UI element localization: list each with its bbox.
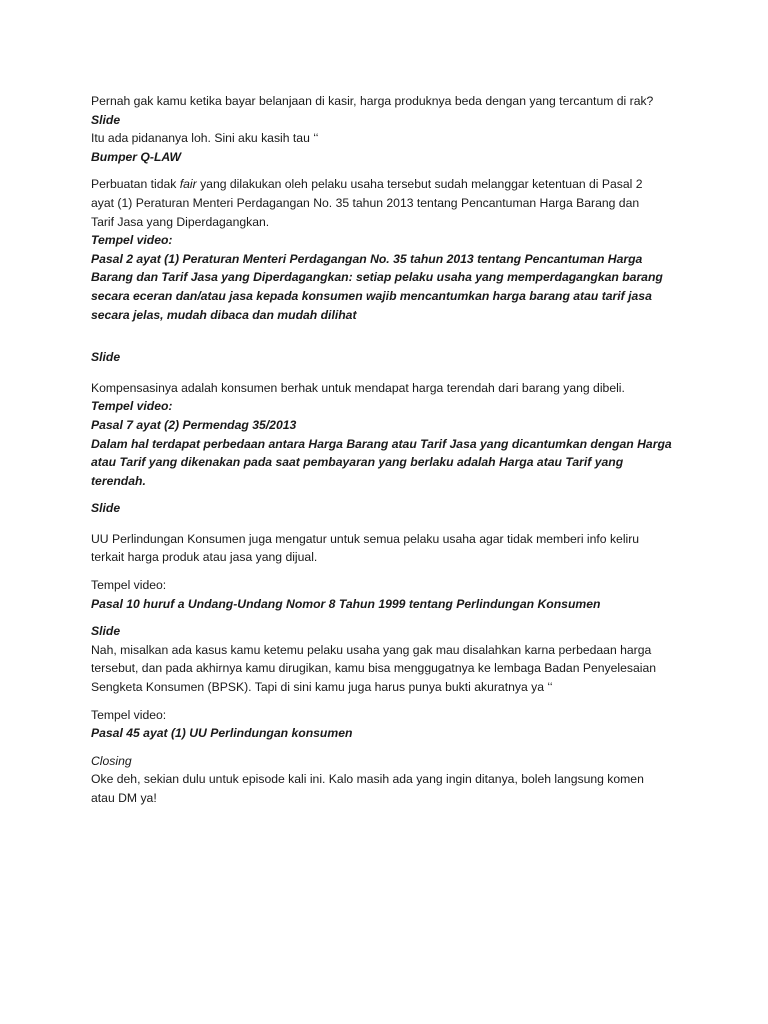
paragraph-line: Kompensasinya adalah konsumen berhak untuk mendapat harga terendah dari barang yang dibeli.	[91, 380, 625, 395]
paragraph-text: yang dilakukan oleh pelaku usaha tersebut sudah melanggar ketentuan di Pasal 2	[196, 177, 643, 192]
paragraph-text: Perbuatan tidak	[91, 177, 180, 192]
citation: Pasal 45 ayat (1) UU Perlindungan konsumen	[91, 726, 353, 741]
fair-word: fair	[179, 177, 197, 192]
quote-line: secara jelas, mudah dibaca dan mudah dilihat	[91, 307, 357, 322]
citation: Pasal 10 huruf a Undang-Undang Nomor 8 Tahun 1999 tentang Perlindungan Konsumen	[91, 596, 601, 611]
slide-label: Slide	[91, 350, 121, 365]
bumper-label: Bumper Q-LAW	[91, 149, 182, 164]
citation: Pasal 7 ayat (2) Permendag 35/2013	[91, 417, 297, 432]
paragraph-line: Sengketa Konsumen (BPSK). Tapi di sini kamu juga harus punya bukti akuratnya ya ‘‘	[91, 680, 553, 695]
slide-label: Slide	[91, 624, 121, 639]
quote-line: atau Tarif yang dikenakan pada saat pembayaran yang berlaku adalah Harga atau Tarif yang	[91, 455, 624, 470]
paragraph-line: UU Perlindungan Konsumen juga mengatur untuk semua pelaku usaha agar tidak memberi info keliru	[91, 531, 640, 546]
video-label: Tempel video:	[91, 399, 173, 414]
section-pasal-7	[91, 348, 691, 490]
quote-line: terendah.	[91, 473, 146, 488]
paragraph-line: Nah, misalkan ada kasus kamu ketemu pelaku usaha yang gak mau disalahkan karna perbedaan harga	[91, 642, 652, 657]
document-page	[91, 92, 691, 808]
intro-line: Itu ada pidananya loh. Sini aku kasih tau ‘‘	[91, 131, 319, 146]
intro-block	[91, 92, 691, 166]
quote-line: secara eceran dan/atau jasa kepada konsumen wajib mencantumkan harga barang atau tarif jasa	[91, 288, 652, 303]
quote-line: Barang dan Tarif Jasa yang Diperdagangkan: setiap pelaku usaha yang memperdagangkan barang	[91, 270, 663, 285]
paragraph-line: atau DM ya!	[91, 791, 157, 805]
paragraph-line	[91, 175, 691, 194]
section-pasal-2	[91, 175, 691, 324]
section-closing	[91, 752, 691, 808]
intro-question: Pernah gak kamu ketika bayar belanjaan di kasir, harga produknya beda dengan yang tercantum di rak?	[91, 94, 654, 108]
paragraph-line: Tarif Jasa yang Diperdagangkan.	[91, 214, 270, 229]
video-label: Tempel video:	[91, 233, 173, 248]
paragraph-line: tersebut, dan pada akhirnya kamu dirugikan, kamu bisa menggugatnya ke lembaga Badan Penyelesaian	[91, 661, 657, 676]
paragraph-line: ayat (1) Peraturan Menteri Perdagangan No. 35 tahun 2013 tentang Pencantuman Harga Barang dan	[91, 195, 640, 210]
quote-line: Dalam hal terdapat perbedaan antara Harga Barang atau Tarif Jasa yang dicantumkan dengan Harga	[91, 436, 672, 451]
slide-label: Slide	[91, 112, 121, 127]
slide-label: Slide	[91, 501, 121, 516]
paragraph-line: terkait harga produk atau jasa yang dijual.	[91, 550, 318, 565]
video-label: Tempel video:	[91, 707, 167, 722]
quote-line: Pasal 2 ayat (1) Peraturan Menteri Perdagangan No. 35 tahun 2013 tentang Pencantuman Harga	[91, 251, 643, 266]
video-label: Tempel video:	[91, 578, 167, 593]
closing-label: Closing	[91, 753, 132, 768]
paragraph-line: Oke deh, sekian dulu untuk episode kali ini. Kalo masih ada yang ingin ditanya, boleh langsung komen	[91, 772, 644, 787]
section-pasal-45	[91, 622, 691, 743]
section-pasal-10	[91, 499, 691, 613]
